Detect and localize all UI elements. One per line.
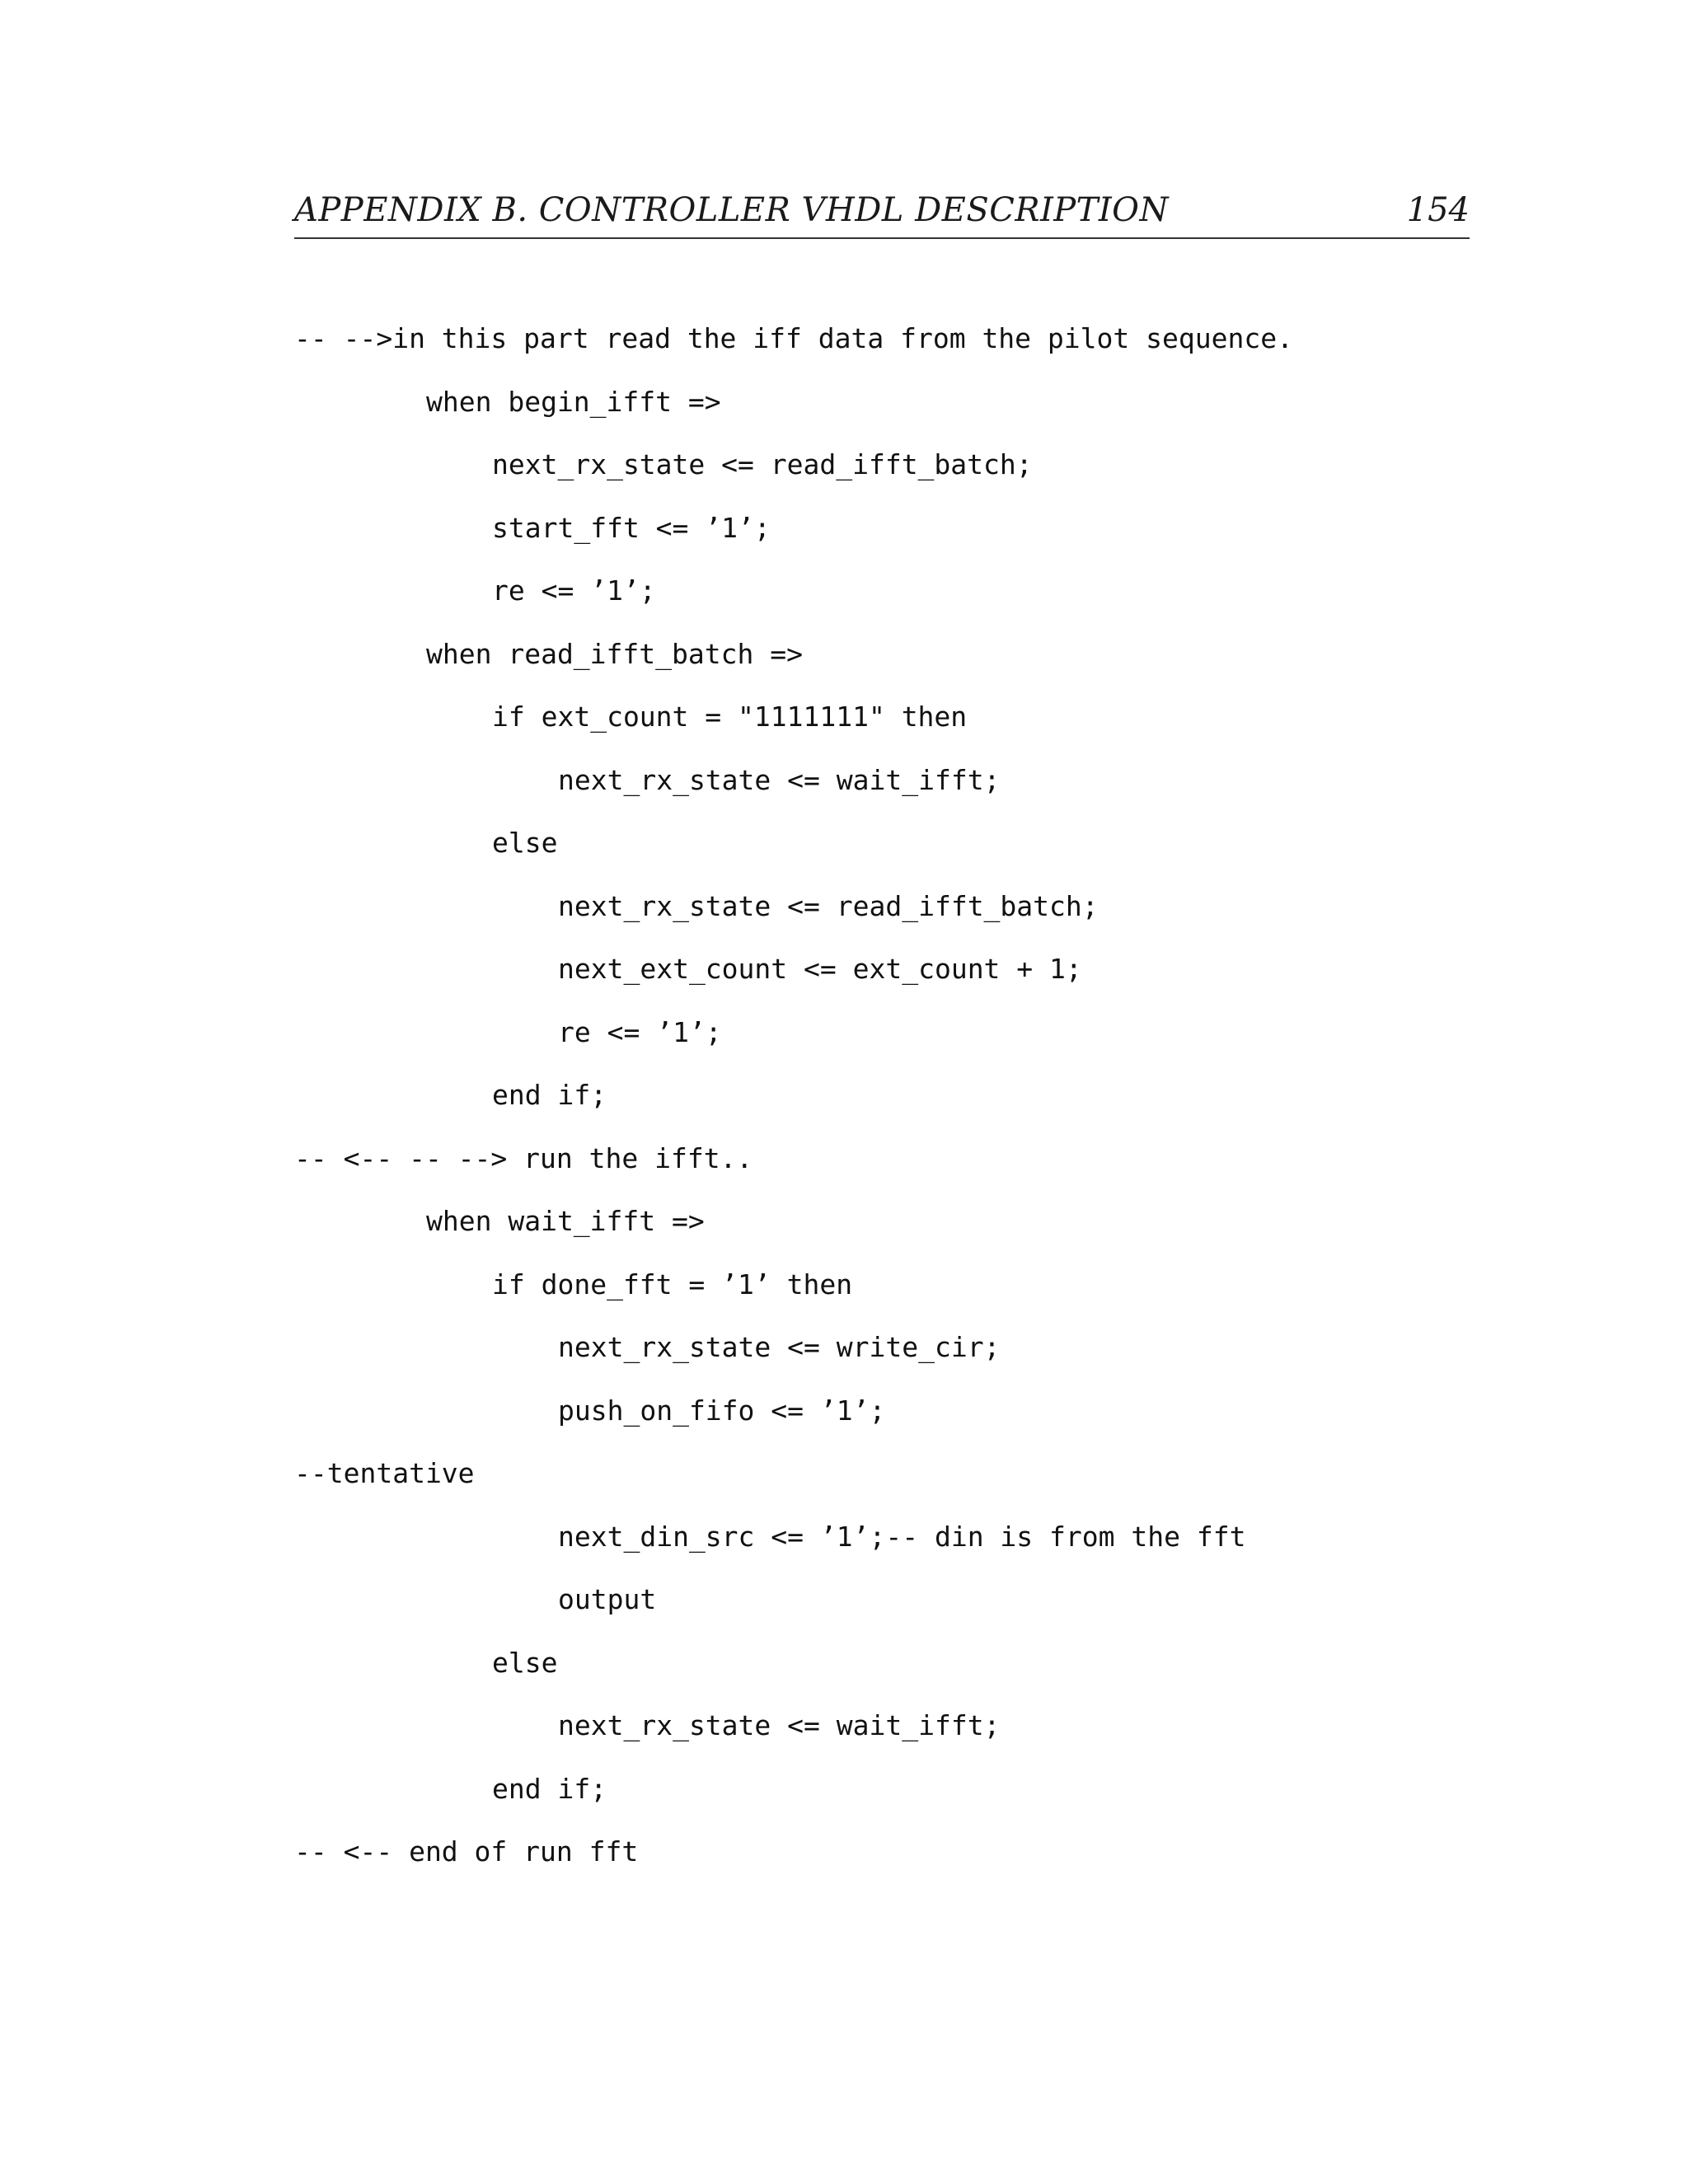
code-line: next_rx_state <= write_cir; <box>558 1331 1001 1363</box>
running-header <box>294 183 1470 239</box>
code-line: next_ext_count <= ext_count + 1; <box>558 953 1082 985</box>
code-line: else <box>492 1646 558 1679</box>
code-line: -- <-- -- --> run the ifft.. <box>294 1141 753 1174</box>
page-number: 154 <box>1406 191 1470 229</box>
code-line: re <= ’1’; <box>558 1015 722 1048</box>
code-line: -- <-- end of run fft <box>294 1835 639 1868</box>
code-line: re <= ’1’; <box>492 574 656 607</box>
code-line: next_rx_state <= read_ifft_batch; <box>492 448 1033 480</box>
code-line: when wait_ifft => <box>426 1205 705 1237</box>
code-line: next_rx_state <= wait_ifft; <box>558 763 1001 796</box>
code-line: next_din_src <= ’1’;-- din is from the fft <box>558 1520 1246 1553</box>
code-line: when begin_ifft => <box>426 385 721 418</box>
code-line: push_on_fifo <= ’1’; <box>558 1394 886 1427</box>
code-line: when read_ifft_batch => <box>426 637 803 670</box>
code-line: if ext_count = "1111111" then <box>492 701 968 733</box>
code-line: if done_fft = ’1’ then <box>492 1268 853 1301</box>
code-line: else <box>492 827 558 859</box>
code-line: --tentative <box>294 1457 475 1489</box>
code-line: start_fft <= ’1’; <box>492 511 771 544</box>
code-line: -- -->in this part read the iff data from the pilot sequence. <box>294 322 1293 354</box>
code-line: output <box>558 1583 657 1615</box>
code-line: end if; <box>492 1079 607 1111</box>
code-line: next_rx_state <= wait_ifft; <box>558 1709 1001 1741</box>
header-title: APPENDIX B. CONTROLLER VHDL DESCRIPTION <box>294 191 1169 229</box>
vhdl-code-listing <box>294 318 1470 1884</box>
code-line: end if; <box>492 1772 607 1805</box>
code-line: next_rx_state <= read_ifft_batch; <box>558 889 1099 922</box>
